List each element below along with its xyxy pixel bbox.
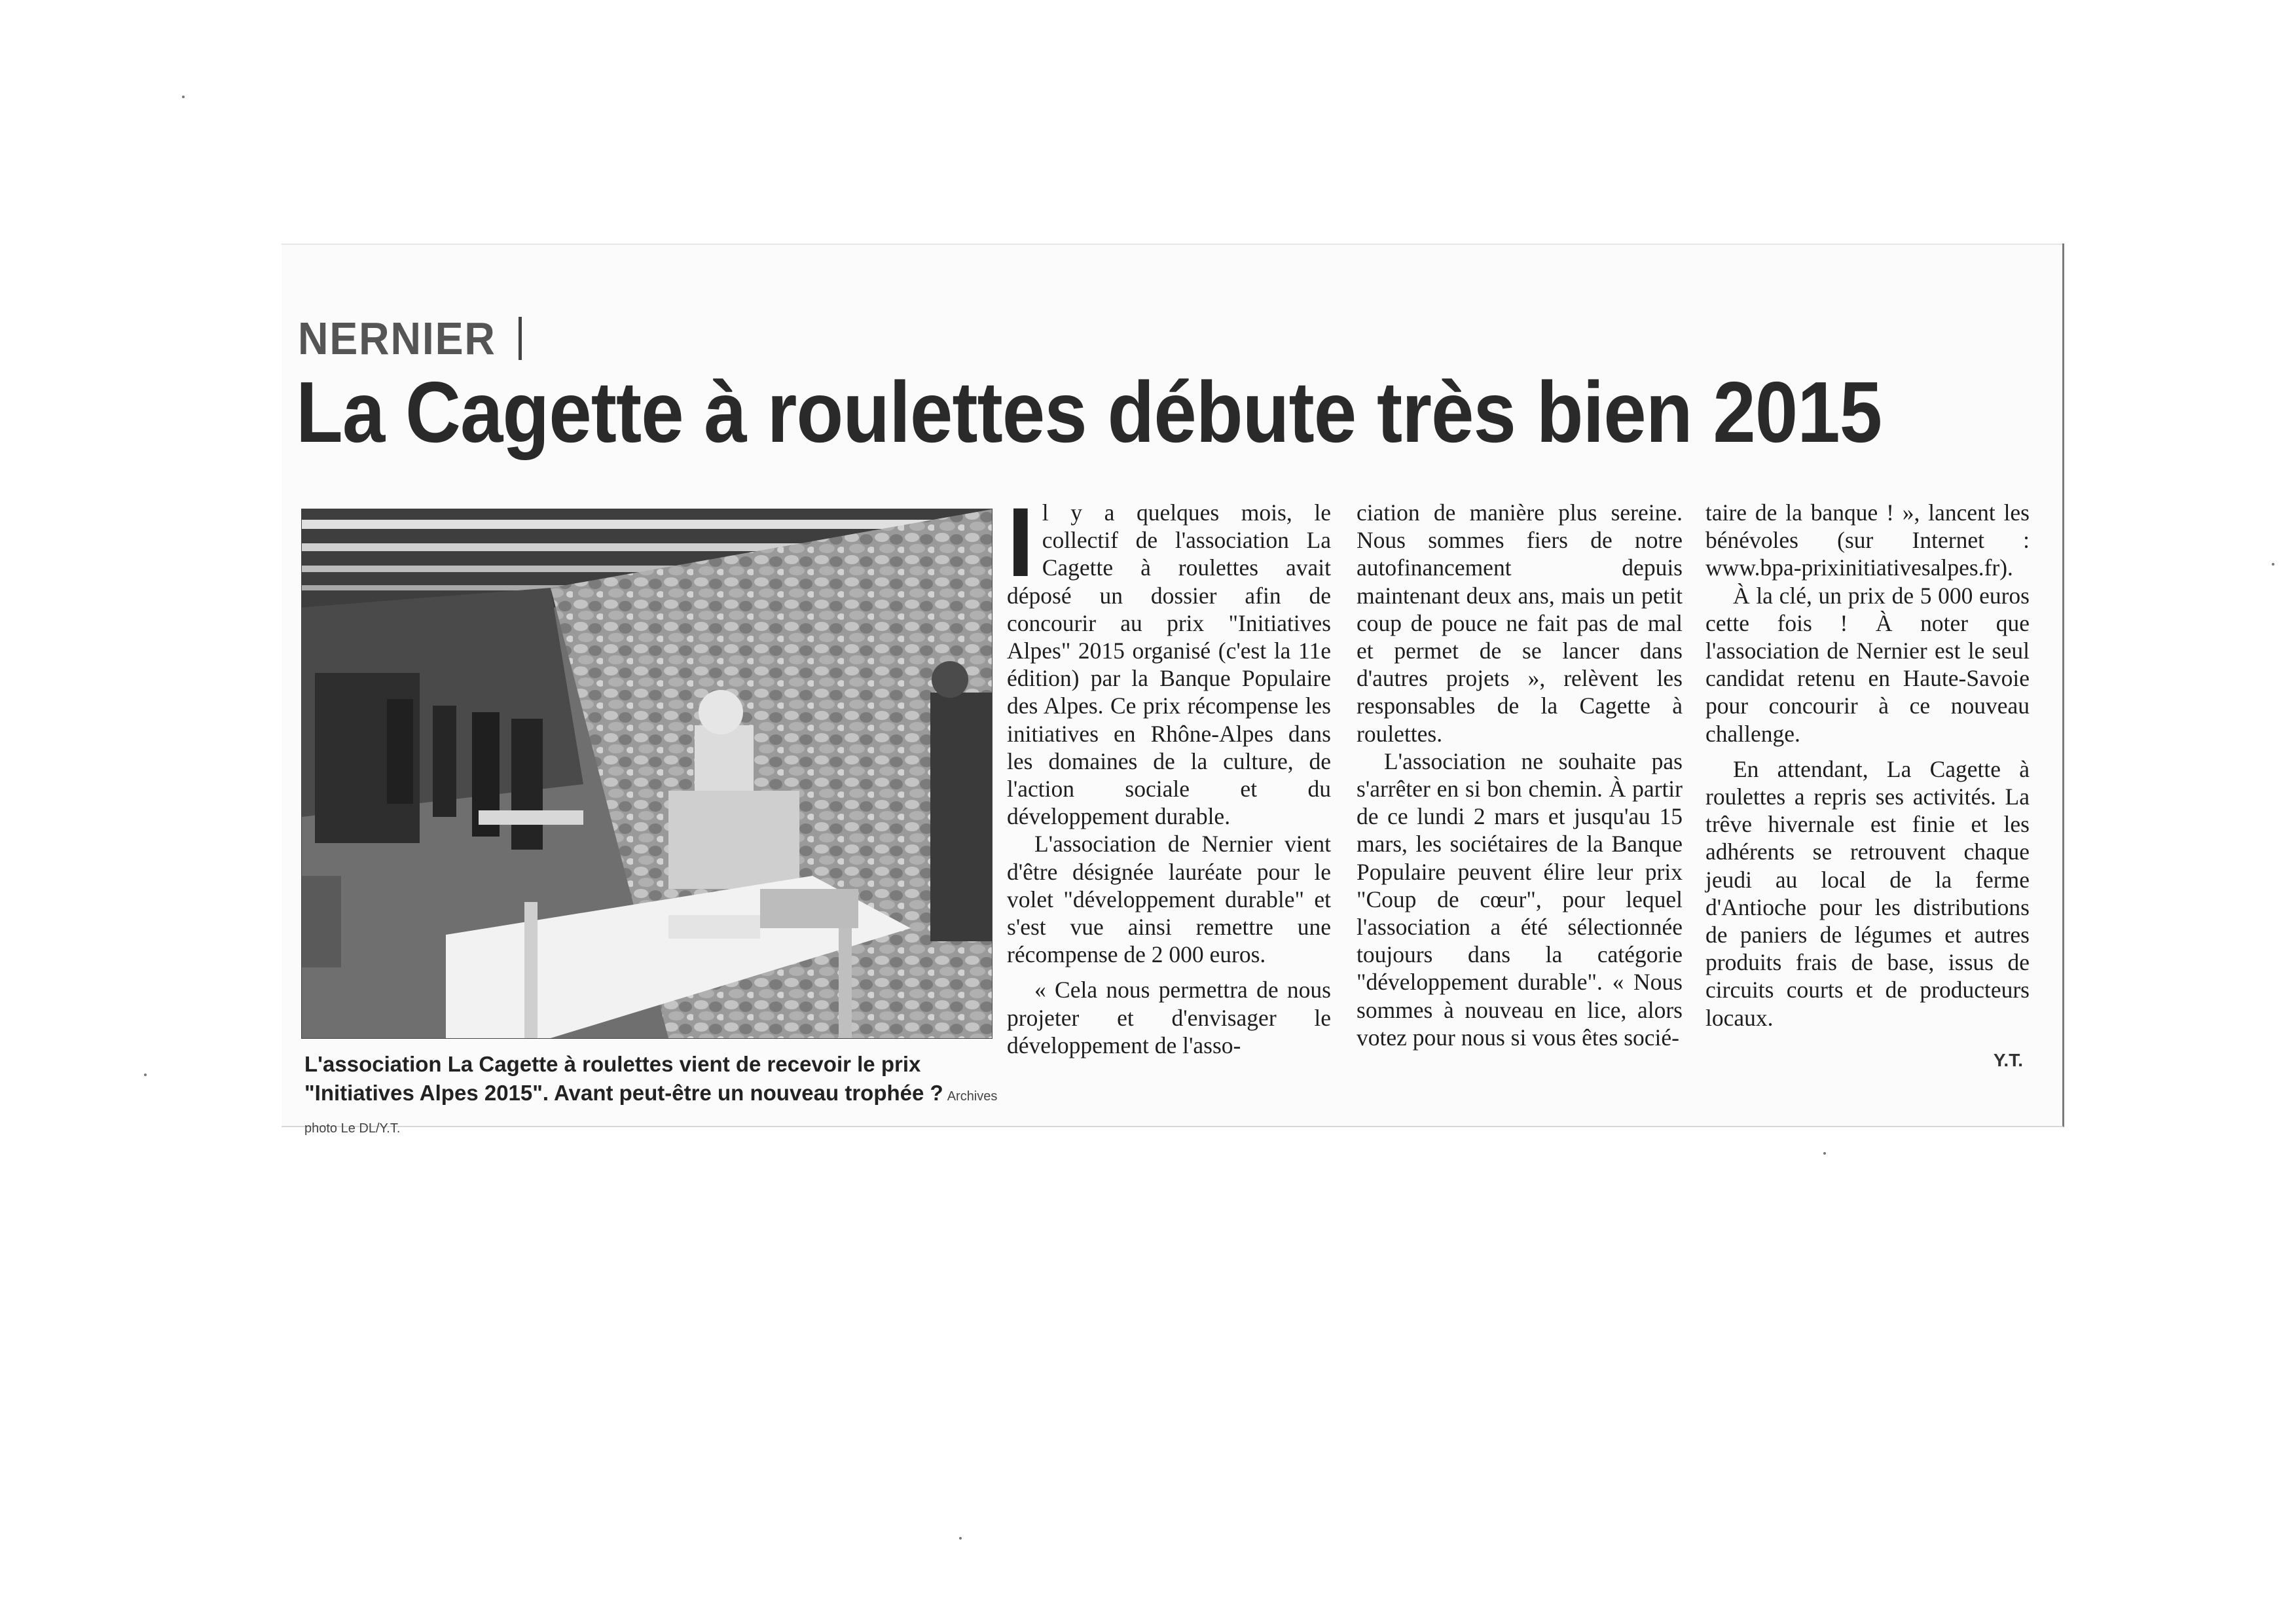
clipping-edge bbox=[282, 244, 2062, 245]
photo-credit: Archives photo Le DL/Y.T. bbox=[304, 1089, 998, 1136]
author-signature: Y.T. bbox=[1993, 1050, 2023, 1070]
caption-text: L'association La Cagette à roulettes vient de recevoir le prix "Initiatives Alpes 2015". Avant peut-être un nouveau trophée ? bbox=[304, 1052, 943, 1105]
dropcap: I bbox=[1007, 487, 1034, 597]
scan-speck bbox=[144, 1074, 147, 1076]
text-column-3 bbox=[1705, 499, 2030, 1032]
paragraph: L'association de Nernier vient d'être désignée lauréate pour le volet "développement durable" et s'est vue ainsi remettre une récompense de 2 000 euros. bbox=[1007, 831, 1331, 968]
paragraph: En attendant, La Cagette à roulettes a repris ses activités. La trêve hivernale est finie et les adhérents se retrouvent chaque jeudi au local de la ferme d'Antioche pour les distributions de paniers de légumes et autres produits frais de base, issus de circuits courts et de producteurs locaux. bbox=[1705, 755, 2030, 1031]
text-column-2 bbox=[1357, 499, 1683, 1051]
text-column-1 bbox=[1007, 487, 1331, 1059]
paragraph: l y a quelques mois, le collectif de l'association La Cagette à roulettes avait déposé un dossier afin de concourir au prix "Initiatives Alpes" 2015 organisé (c'est la 11e édition) par la Banque Populaire des Alpes. Ce prix récompense les initiatives en Rhône-Alpes dans les domaines de la culture, de l'action sociale et du développement durable. bbox=[1007, 499, 1331, 830]
headline: La Cagette à roulettes débute très bien 2015 bbox=[296, 364, 1882, 460]
kicker-row bbox=[298, 312, 522, 365]
scan-speck bbox=[182, 96, 185, 98]
scan-speck bbox=[959, 1537, 962, 1540]
paragraph: ciation de manière plus sereine. Nous sommes fiers de notre autofinancement depuis maintenant deux ans, mais un petit coup de pouce ne fait pas de mal et permet de se lancer dans d'autres projets », relèvent les responsables de la Cagette à roulettes. bbox=[1357, 499, 1683, 747]
paragraph: « Cela nous permettra de nous projeter et d'envisager le développement de l'asso- bbox=[1007, 977, 1331, 1058]
kicker: NERNIER bbox=[298, 313, 496, 364]
article-photo bbox=[301, 509, 993, 1039]
newspaper-clipping bbox=[282, 244, 2064, 1136]
photo-market-in-cellar-icon bbox=[302, 509, 992, 1038]
kicker-separator bbox=[519, 317, 522, 360]
scan-speck bbox=[2272, 563, 2274, 566]
photo-caption bbox=[304, 1050, 1005, 1143]
paragraph: À la clé, un prix de 5 000 euros cette fois ! À noter que l'association de Nernier est le seul candidat retenu en Haute-Savoie pour concourir à ce nouveau challenge. bbox=[1705, 582, 2030, 747]
paragraph: taire de la banque ! », lancent les bénévoles (sur Internet : www.bpa-prixinitiativesalpes.fr). bbox=[1705, 499, 2030, 581]
paragraph: L'association ne souhaite pas s'arrêter en si bon chemin. À partir de ce lundi 2 mars et jusqu'au 15 mars, les sociétaires de la Banque Populaire peuvent élire leur prix "Coup de cœur", pour lequel l'association a été sélectionnée toujours dans la catégorie "développement durable". « Nous sommes à nouveau en lice, alors votez pour nous si vous êtes socié- bbox=[1357, 748, 1683, 1051]
scan-speck bbox=[1823, 1152, 1826, 1155]
